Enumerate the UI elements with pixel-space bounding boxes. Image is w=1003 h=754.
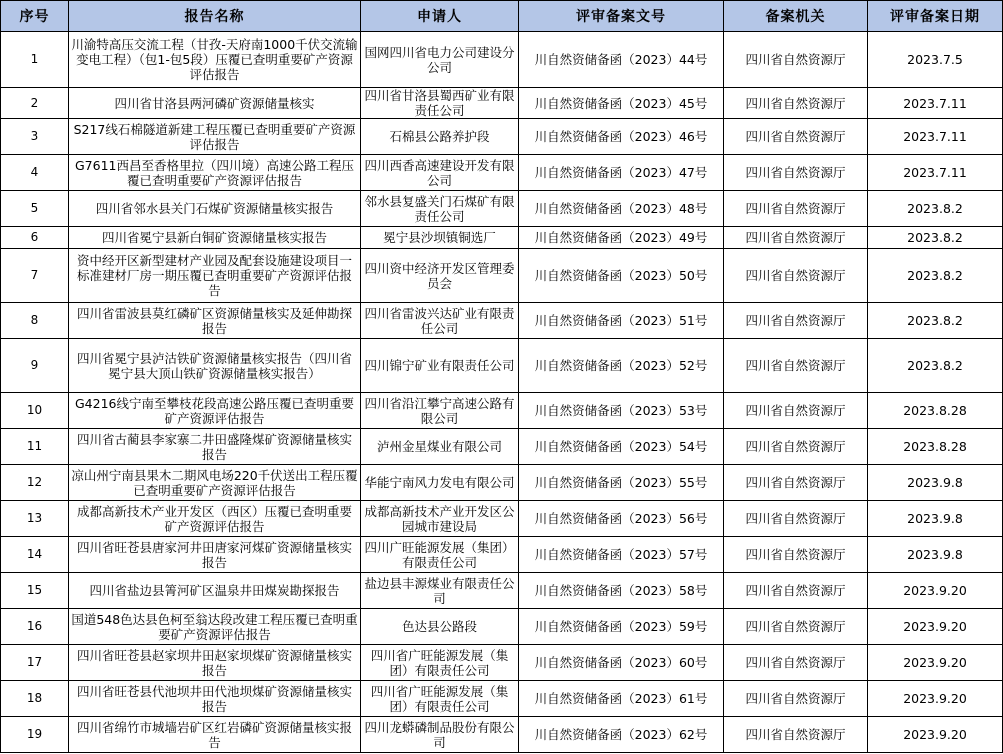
cell-report-name: 四川省旺苍县唐家河井田唐家河煤矿资源储量核实报告: [69, 537, 361, 573]
table-row: [1, 573, 1003, 609]
cell-index: 10: [1, 393, 69, 429]
table-row: [1, 717, 1003, 753]
cell-filing-authority: 四川省自然资源厅: [724, 609, 868, 645]
cell-applicant: 四川锦宁矿业有限责任公司: [361, 339, 519, 393]
cell-report-name: 四川省邻水县关门石煤矿资源储量核实报告: [69, 191, 361, 227]
cell-document-number: 川自然资储备函（2023）51号: [519, 303, 724, 339]
cell-filing-date: 2023.8.2: [868, 227, 1003, 249]
cell-report-name: 川渝特高压交流工程（甘孜-天府南1000千伏交流输变电工程）（包1-包5段）压覆已查明重要矿产资源评估报告: [69, 32, 361, 88]
cell-filing-date: 2023.9.20: [868, 573, 1003, 609]
table-row: [1, 155, 1003, 191]
table-row: [1, 119, 1003, 155]
cell-applicant: 色达县公路段: [361, 609, 519, 645]
cell-report-name: G7611西昌至香格里拉（四川境）高速公路工程压覆已查明重要矿产资源评估报告: [69, 155, 361, 191]
cell-index: 16: [1, 609, 69, 645]
cell-filing-date: 2023.8.2: [868, 303, 1003, 339]
cell-applicant: 四川省甘洛县蜀西矿业有限责任公司: [361, 88, 519, 119]
cell-filing-date: 2023.9.20: [868, 717, 1003, 753]
cell-document-number: 川自然资储备函（2023）50号: [519, 249, 724, 303]
cell-document-number: 川自然资储备函（2023）55号: [519, 465, 724, 501]
cell-index: 17: [1, 645, 69, 681]
cell-index: 15: [1, 573, 69, 609]
cell-filing-authority: 四川省自然资源厅: [724, 645, 868, 681]
cell-filing-date: 2023.7.11: [868, 155, 1003, 191]
cell-filing-authority: 四川省自然资源厅: [724, 573, 868, 609]
cell-report-name: 四川省冕宁县泸沽铁矿资源储量核实报告（四川省冕宁县大顶山铁矿资源储量核实报告）: [69, 339, 361, 393]
cell-applicant: 四川广旺能源发展（集团）有限责任公司: [361, 537, 519, 573]
cell-report-name: 四川省旺苍县代池坝井田代池坝煤矿资源储量核实报告: [69, 681, 361, 717]
table-row: [1, 32, 1003, 88]
cell-report-name: G4216线宁南至攀枝花段高速公路压覆已查明重要矿产资源评估报告: [69, 393, 361, 429]
cell-index: 4: [1, 155, 69, 191]
table-row: [1, 339, 1003, 393]
cell-filing-authority: 四川省自然资源厅: [724, 429, 868, 465]
cell-applicant: 成都高新技术产业开发区公园城市建设局: [361, 501, 519, 537]
cell-index: 2: [1, 88, 69, 119]
cell-filing-date: 2023.8.2: [868, 249, 1003, 303]
cell-applicant: 石棉县公路养护段: [361, 119, 519, 155]
cell-document-number: 川自然资储备函（2023）58号: [519, 573, 724, 609]
cell-filing-date: 2023.8.28: [868, 429, 1003, 465]
cell-index: 7: [1, 249, 69, 303]
cell-filing-authority: 四川省自然资源厅: [724, 119, 868, 155]
cell-document-number: 川自然资储备函（2023）48号: [519, 191, 724, 227]
table-row: [1, 191, 1003, 227]
cell-document-number: 川自然资储备函（2023）49号: [519, 227, 724, 249]
table-row: [1, 681, 1003, 717]
cell-index: 8: [1, 303, 69, 339]
table-row: [1, 537, 1003, 573]
table-row: [1, 429, 1003, 465]
cell-index: 11: [1, 429, 69, 465]
cell-report-name: S217线石棉隧道新建工程压覆已查明重要矿产资源评估报告: [69, 119, 361, 155]
cell-document-number: 川自然资储备函（2023）46号: [519, 119, 724, 155]
cell-filing-date: 2023.9.20: [868, 681, 1003, 717]
cell-filing-authority: 四川省自然资源厅: [724, 501, 868, 537]
cell-report-name: 四川省冕宁县新白铜矿资源储量核实报告: [69, 227, 361, 249]
table-row: [1, 501, 1003, 537]
cell-document-number: 川自然资储备函（2023）60号: [519, 645, 724, 681]
cell-applicant: 四川资中经济开发区管理委员会: [361, 249, 519, 303]
cell-filing-date: 2023.7.5: [868, 32, 1003, 88]
table-row: [1, 393, 1003, 429]
cell-filing-authority: 四川省自然资源厅: [724, 465, 868, 501]
cell-report-name: 四川省甘洛县两河磷矿资源储量核实: [69, 88, 361, 119]
cell-filing-date: 2023.8.28: [868, 393, 1003, 429]
header-filing-authority: 备案机关: [724, 1, 868, 32]
cell-document-number: 川自然资储备函（2023）54号: [519, 429, 724, 465]
cell-applicant: 华能宁南风力发电有限公司: [361, 465, 519, 501]
cell-document-number: 川自然资储备函（2023）45号: [519, 88, 724, 119]
cell-applicant: 泸州金星煤业有限公司: [361, 429, 519, 465]
cell-report-name: 成都高新技术产业开发区（西区）压覆已查明重要矿产资源评估报告: [69, 501, 361, 537]
table-row: [1, 609, 1003, 645]
cell-document-number: 川自然资储备函（2023）57号: [519, 537, 724, 573]
cell-filing-authority: 四川省自然资源厅: [724, 88, 868, 119]
cell-applicant: 四川省沿江攀宁高速公路有限公司: [361, 393, 519, 429]
cell-report-name: 四川省古蔺县李家寨二井田盛隆煤矿资源储量核实报告: [69, 429, 361, 465]
cell-report-name: 四川省绵竹市城墙岩矿区红岩磷矿资源储量核实报告: [69, 717, 361, 753]
cell-applicant: 冕宁县沙坝镇铜选厂: [361, 227, 519, 249]
cell-report-name: 国道548色达县色柯至翁达段改建工程压覆已查明重要矿产资源评估报告: [69, 609, 361, 645]
cell-filing-authority: 四川省自然资源厅: [724, 191, 868, 227]
cell-filing-date: 2023.9.8: [868, 537, 1003, 573]
cell-applicant: 国网四川省电力公司建设分公司: [361, 32, 519, 88]
cell-applicant: 四川省广旺能源发展（集团）有限责任公司: [361, 645, 519, 681]
cell-filing-authority: 四川省自然资源厅: [724, 155, 868, 191]
cell-index: 1: [1, 32, 69, 88]
header-document-number: 评审备案文号: [519, 1, 724, 32]
cell-index: 5: [1, 191, 69, 227]
cell-index: 12: [1, 465, 69, 501]
cell-applicant: 邻水县复盛关门石煤矿有限责任公司: [361, 191, 519, 227]
header-filing-date: 评审备案日期: [868, 1, 1003, 32]
table-row: [1, 227, 1003, 249]
cell-document-number: 川自然资储备函（2023）52号: [519, 339, 724, 393]
cell-filing-date: 2023.9.8: [868, 465, 1003, 501]
cell-filing-authority: 四川省自然资源厅: [724, 393, 868, 429]
cell-document-number: 川自然资储备函（2023）47号: [519, 155, 724, 191]
cell-filing-date: 2023.9.20: [868, 609, 1003, 645]
cell-applicant: 四川省雷波兴达矿业有限责任公司: [361, 303, 519, 339]
cell-filing-authority: 四川省自然资源厅: [724, 717, 868, 753]
cell-filing-authority: 四川省自然资源厅: [724, 339, 868, 393]
cell-filing-authority: 四川省自然资源厅: [724, 249, 868, 303]
cell-filing-authority: 四川省自然资源厅: [724, 303, 868, 339]
header-index: 序号: [1, 1, 69, 32]
cell-index: 19: [1, 717, 69, 753]
cell-filing-date: 2023.8.2: [868, 339, 1003, 393]
cell-document-number: 川自然资储备函（2023）56号: [519, 501, 724, 537]
cell-report-name: 资中经开区新型建材产业园及配套设施建设项目一标准建材厂房一期压覆已查明重要矿产资源评估报告: [69, 249, 361, 303]
cell-filing-authority: 四川省自然资源厅: [724, 681, 868, 717]
cell-document-number: 川自然资储备函（2023）44号: [519, 32, 724, 88]
table-row: [1, 249, 1003, 303]
cell-applicant: 四川龙蟒磷制品股份有限公司: [361, 717, 519, 753]
cell-filing-authority: 四川省自然资源厅: [724, 227, 868, 249]
cell-index: 14: [1, 537, 69, 573]
cell-index: 13: [1, 501, 69, 537]
table-row: [1, 465, 1003, 501]
cell-document-number: 川自然资储备函（2023）62号: [519, 717, 724, 753]
table-row: [1, 303, 1003, 339]
header-report-name: 报告名称: [69, 1, 361, 32]
cell-filing-authority: 四川省自然资源厅: [724, 32, 868, 88]
cell-filing-date: 2023.7.11: [868, 88, 1003, 119]
cell-applicant: 四川省广旺能源发展（集团）有限责任公司: [361, 681, 519, 717]
cell-index: 9: [1, 339, 69, 393]
cell-filing-authority: 四川省自然资源厅: [724, 537, 868, 573]
cell-document-number: 川自然资储备函（2023）61号: [519, 681, 724, 717]
cell-report-name: 四川省雷波县莫红磷矿区资源储量核实及延伸勘探报告: [69, 303, 361, 339]
cell-filing-date: 2023.9.8: [868, 501, 1003, 537]
cell-report-name: 凉山州宁南县果木二期风电场220千伏送出工程压覆已查明重要矿产资源评估报告: [69, 465, 361, 501]
cell-index: 6: [1, 227, 69, 249]
cell-filing-date: 2023.7.11: [868, 119, 1003, 155]
cell-report-name: 四川省盐边县箐河矿区温泉井田煤炭勘探报告: [69, 573, 361, 609]
cell-document-number: 川自然资储备函（2023）59号: [519, 609, 724, 645]
table-row: [1, 88, 1003, 119]
cell-filing-date: 2023.9.20: [868, 645, 1003, 681]
header-row: [1, 1, 1003, 32]
cell-index: 18: [1, 681, 69, 717]
header-applicant: 申请人: [361, 1, 519, 32]
cell-applicant: 四川西香高速建设开发有限公司: [361, 155, 519, 191]
cell-filing-date: 2023.8.2: [868, 191, 1003, 227]
cell-report-name: 四川省旺苍县赵家坝井田赵家坝煤矿资源储量核实报告: [69, 645, 361, 681]
table-row: [1, 645, 1003, 681]
cell-applicant: 盐边县丰源煤业有限责任公司: [361, 573, 519, 609]
cell-document-number: 川自然资储备函（2023）53号: [519, 393, 724, 429]
cell-index: 3: [1, 119, 69, 155]
